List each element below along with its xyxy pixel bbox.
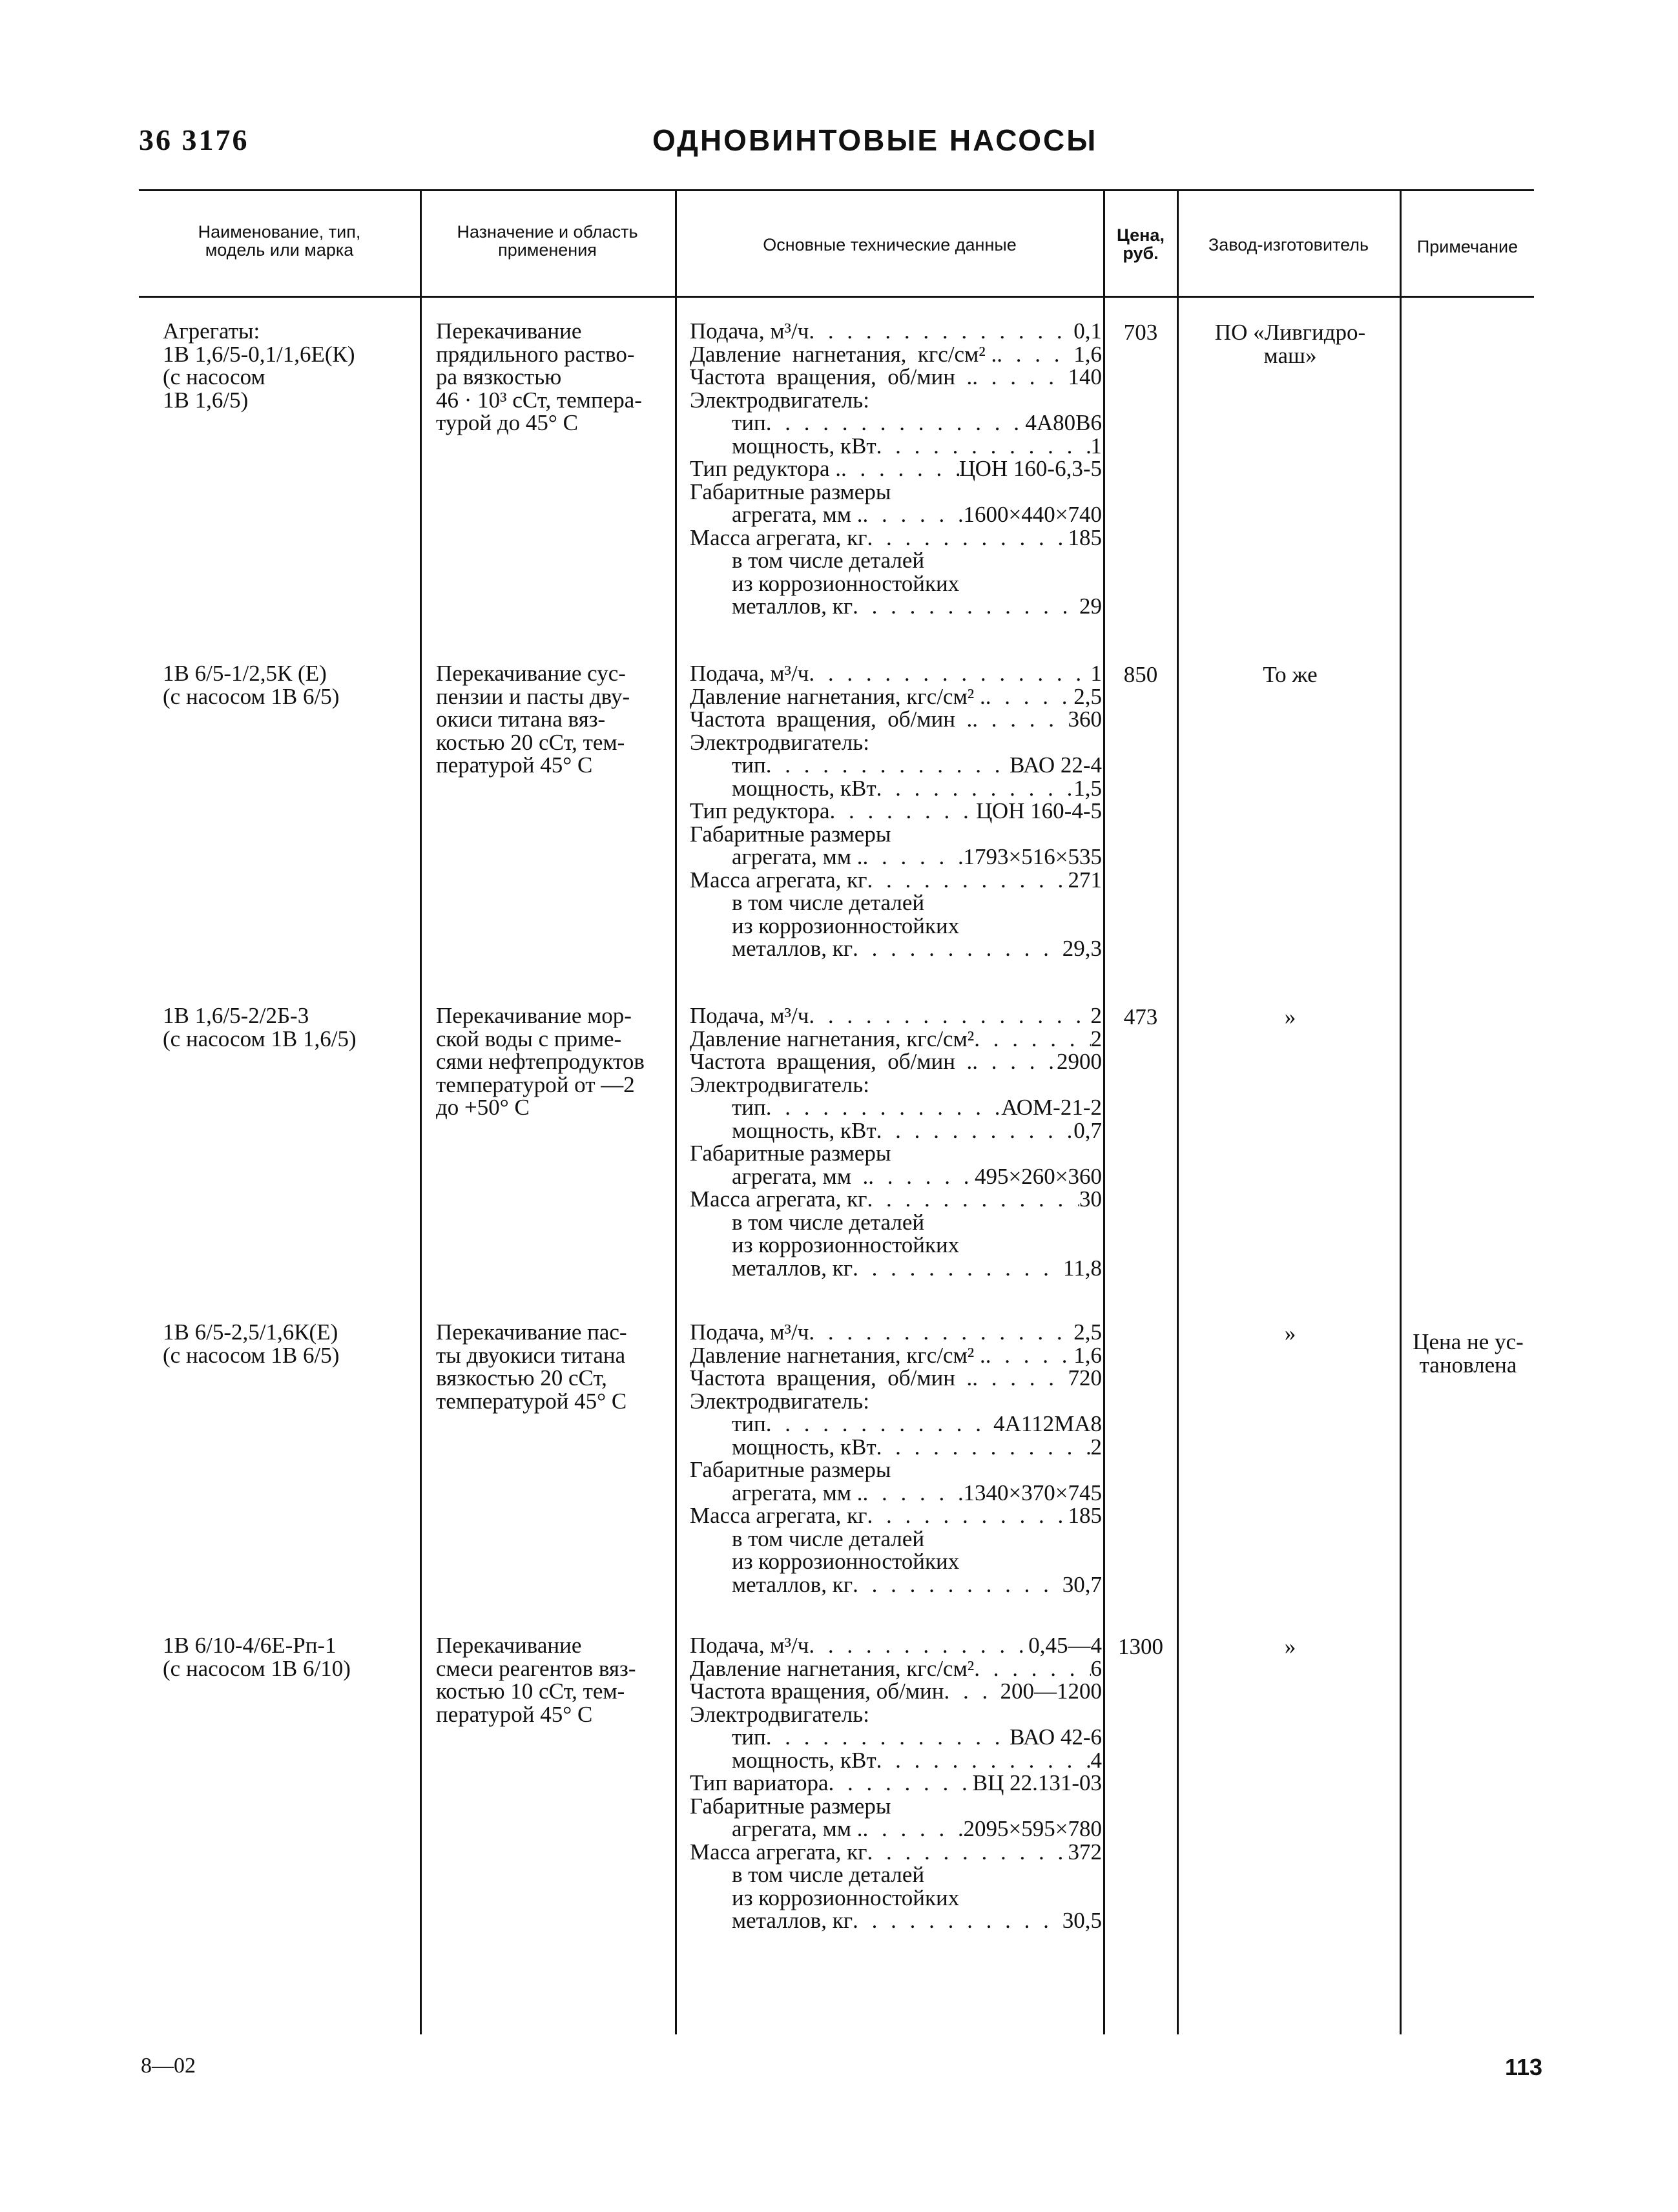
product-name: 1В 1,6/5-2/2Б-3 (с насосом 1В 1,6/5) <box>163 1003 357 1051</box>
spec-line <box>690 1749 1102 1772</box>
dot-leader <box>959 1234 1102 1257</box>
page-number: 113 <box>1505 2054 1543 2080</box>
dot-leader <box>766 754 1010 777</box>
spec-value: 185 <box>1068 1503 1102 1528</box>
spec-value: 200—1200 <box>1000 1679 1102 1704</box>
spec-label: в том числе деталей <box>732 548 925 573</box>
spec-value: 140 <box>1068 364 1102 389</box>
spec-label: Тип редуктора . <box>690 456 842 481</box>
spec-label: из коррозионностойких <box>732 1885 960 1910</box>
spec-line <box>690 731 1102 754</box>
spec-label: Электродвигатель: <box>690 729 869 755</box>
spec-line <box>690 1390 1102 1413</box>
spec-line <box>690 1096 1102 1119</box>
column-divider <box>1103 189 1105 2034</box>
spec-line <box>690 1482 1102 1505</box>
spec-label: Подача, м³/ч <box>690 1633 809 1658</box>
catalog-code: 36 3176 <box>139 123 249 156</box>
spec-value: ВЦ 22.131-03 <box>972 1770 1102 1795</box>
spec-value: ВАО 22-4 <box>1010 752 1102 778</box>
spec-label: Подача, м³/ч <box>690 1003 809 1028</box>
spec-line <box>690 1073 1102 1097</box>
spec-value: 11,8 <box>1063 1255 1102 1281</box>
spec-line <box>690 1504 1102 1527</box>
note-text: Цена не ус- тановлена <box>1413 1329 1524 1378</box>
spec-line <box>690 1795 1102 1818</box>
product-name: 1В 6/5-2,5/1,6К(Е) (с насосом 1В 6/5) <box>163 1319 340 1368</box>
spec-label: Частота вращения, об/мин . <box>690 364 973 389</box>
spec-line <box>690 1234 1102 1257</box>
spec-value: 185 <box>1068 524 1102 550</box>
dot-leader <box>876 1749 1091 1772</box>
spec-label: мощность, кВт <box>732 1117 876 1143</box>
spec-label: металлов, кг <box>732 1908 853 1933</box>
dot-leader <box>959 1550 1102 1573</box>
price-value: 473 <box>1123 1004 1158 1029</box>
column-header-price: Цена, руб. <box>1117 225 1165 263</box>
spec-line <box>690 1634 1102 1657</box>
spec-label: металлов, кг <box>732 1255 853 1281</box>
spec-value: 2900 <box>1057 1049 1102 1074</box>
application-description: Перекачивание мор- ской воды с приме- сями нефтепродуктов температурой от —2 до +50° С <box>436 1003 645 1120</box>
column-divider <box>675 189 677 2034</box>
spec-label: агрегата, мм . <box>732 502 863 527</box>
spec-line <box>690 1028 1102 1051</box>
dot-leader <box>867 869 1068 892</box>
column-header-purpose: Назначение и область применения <box>457 222 638 260</box>
spec-value: ЦОН 160-6,3-5 <box>958 456 1102 481</box>
dot-leader <box>986 1344 1074 1367</box>
spec-line <box>690 411 1102 435</box>
spec-label: Частота вращения, об/мин . <box>690 1365 973 1390</box>
spec-line <box>690 343 1102 366</box>
column-divider <box>420 189 422 2034</box>
dot-leader <box>972 366 1068 389</box>
dot-leader <box>853 1257 1063 1280</box>
spec-line <box>690 937 1102 960</box>
spec-label: в том числе деталей <box>732 1862 925 1887</box>
spec-value: 29,3 <box>1062 936 1102 961</box>
spec-label: металлов, кг <box>732 594 853 619</box>
spec-line <box>690 823 1102 846</box>
spec-label: Электродвигатель: <box>690 1388 869 1414</box>
spec-value: 29 <box>1079 594 1102 619</box>
dot-leader <box>924 1527 1102 1551</box>
spec-value: 271 <box>1068 867 1102 893</box>
spec-label: Частота вращения, об/мин <box>690 1679 944 1704</box>
spec-line <box>690 595 1102 618</box>
dot-leader <box>867 1188 1079 1211</box>
technical-data <box>690 1321 1102 1596</box>
spec-value: 2095×595×780 <box>963 1816 1102 1841</box>
spec-line <box>690 1211 1102 1234</box>
spec-line <box>690 1367 1102 1390</box>
spec-value: 1,5 <box>1073 775 1102 801</box>
dot-leader <box>972 1367 1068 1390</box>
spec-line <box>690 435 1102 458</box>
dot-leader <box>809 1004 1090 1028</box>
dot-leader <box>869 1703 1102 1726</box>
dot-leader <box>809 1634 1028 1657</box>
dot-leader <box>869 1073 1102 1097</box>
manufacturer: » <box>1284 1321 1296 1346</box>
spec-label: в том числе деталей <box>732 890 925 915</box>
spec-line <box>690 1817 1102 1841</box>
dot-leader <box>841 457 959 481</box>
spec-line <box>690 1863 1102 1886</box>
spec-label: Подача, м³/ч <box>690 1319 809 1345</box>
spec-value: ВАО 42-6 <box>1010 1724 1102 1750</box>
spec-line <box>690 754 1102 777</box>
dot-leader <box>876 435 1091 458</box>
column-divider <box>1177 189 1179 2034</box>
spec-label: Габаритные размеры <box>690 821 891 847</box>
application-description: Перекачивание пас- ты двуокиси титана вязкостью 20 сСт, температурой 45° С <box>436 1319 627 1414</box>
spec-line <box>690 1119 1102 1142</box>
dot-leader <box>997 343 1073 366</box>
spec-line <box>690 572 1102 595</box>
spec-line <box>690 1004 1102 1028</box>
dot-leader <box>867 1504 1068 1527</box>
spec-label: Давление нагнетания, кгс/см² . <box>690 341 997 367</box>
spec-label: Масса агрегата, кг <box>690 1186 867 1212</box>
product-name: 1В 6/10-4/6Е-Рп-1 (с насосом 1В 6/10) <box>163 1633 351 1681</box>
dot-leader <box>944 1680 1000 1703</box>
spec-label: Давление нагнетания, кгс/см² <box>690 1026 975 1051</box>
dot-leader <box>766 1096 1001 1119</box>
spec-label: мощность, кВт <box>732 1747 876 1773</box>
spec-line <box>690 891 1102 915</box>
spec-line <box>690 1841 1102 1864</box>
dot-leader <box>862 503 963 526</box>
dot-leader <box>867 526 1068 550</box>
spec-line <box>690 1703 1102 1726</box>
spec-value: 1,6 <box>1073 1342 1102 1368</box>
spec-label: агрегата, мм . <box>732 844 863 869</box>
spec-value: 2 <box>1090 1003 1102 1028</box>
spec-value: 1,6 <box>1073 341 1102 367</box>
spec-label: в том числе деталей <box>732 1525 925 1551</box>
spec-line <box>690 869 1102 892</box>
spec-label: Частота вращения, об/мин . <box>690 707 973 732</box>
spec-value: 1340×370×745 <box>963 1480 1102 1505</box>
spec-line <box>690 1726 1102 1749</box>
spec-line <box>690 662 1102 685</box>
dot-leader <box>829 1772 973 1795</box>
spec-label: Масса агрегата, кг <box>690 867 867 893</box>
spec-label: металлов, кг <box>732 936 853 961</box>
spec-value: 2,5 <box>1073 1319 1102 1345</box>
spec-line <box>690 1165 1102 1188</box>
dot-leader <box>924 891 1102 915</box>
spec-label: агрегата, мм . <box>732 1480 863 1505</box>
spec-line <box>690 1886 1102 1910</box>
application-description: Перекачивание сус- пензии и пасты дву- окиси титана вяз- костью 20 сСт, тем- пературой 45° С <box>436 661 630 778</box>
spec-line <box>690 1458 1102 1482</box>
spec-label: тип <box>732 1724 766 1750</box>
dot-leader <box>986 685 1074 708</box>
spec-label: Подача, м³/ч <box>690 661 809 686</box>
dot-leader <box>868 1165 975 1188</box>
dot-leader <box>974 1028 1090 1051</box>
spec-label: Давление нагнетания, кгс/см² <box>690 1655 975 1681</box>
spec-value: 4А80В6 <box>1025 410 1102 435</box>
dot-leader <box>766 1412 993 1436</box>
spec-label: Масса агрегата, кг <box>690 1839 867 1865</box>
dot-leader <box>876 1119 1074 1142</box>
column-divider <box>1400 189 1402 2034</box>
spec-value: 1793×516×535 <box>963 844 1102 869</box>
spec-value: 2 <box>1090 1026 1102 1051</box>
page-title: ОДНОВИНТОВЫЕ НАСОСЫ <box>652 123 1098 157</box>
spec-line <box>690 1436 1102 1459</box>
spec-label: тип <box>732 1095 766 1120</box>
dot-leader <box>853 1909 1062 1932</box>
spec-label: агрегата, мм . <box>732 1816 863 1841</box>
spec-line <box>690 1657 1102 1680</box>
spec-value: ЦОН 160-4-5 <box>976 798 1102 823</box>
dot-leader <box>853 595 1079 618</box>
spec-line <box>690 777 1102 800</box>
technical-data <box>690 1634 1102 1932</box>
spec-label: Масса агрегата, кг <box>690 524 867 550</box>
spec-label: мощность, кВт <box>732 775 876 801</box>
dot-leader <box>869 389 1102 412</box>
spec-label: Масса агрегата, кг <box>690 1503 867 1528</box>
spec-label: из коррозионностойких <box>732 1549 960 1574</box>
dot-leader <box>876 1436 1091 1459</box>
column-header-specs: Основные технические данные <box>763 235 1017 254</box>
spec-label: мощность, кВт <box>732 1434 876 1460</box>
spec-line <box>690 526 1102 550</box>
spec-line <box>690 685 1102 708</box>
spec-line <box>690 1344 1102 1367</box>
spec-value: 1 <box>1090 433 1102 459</box>
dot-leader <box>853 937 1062 960</box>
spec-label: Габаритные размеры <box>690 1457 891 1482</box>
spec-line <box>690 549 1102 572</box>
dot-leader <box>876 777 1074 800</box>
dot-leader <box>972 1050 1057 1073</box>
spec-line <box>690 366 1102 389</box>
spec-label: тип <box>732 752 766 778</box>
spec-line <box>690 457 1102 481</box>
dot-leader <box>853 1573 1062 1597</box>
dot-leader <box>766 1726 1010 1749</box>
product-name: Агрегаты: 1В 1,6/5-0,1/1,6Е(К) (с насосом 1В 1,6/5) <box>163 318 355 413</box>
dot-leader <box>862 1482 963 1505</box>
spec-label: из коррозионностойких <box>732 913 960 938</box>
dot-leader <box>974 1657 1090 1680</box>
spec-line <box>690 1188 1102 1211</box>
price-value: 850 <box>1123 662 1158 687</box>
spec-line <box>690 1772 1102 1795</box>
spec-line <box>690 1573 1102 1597</box>
spec-label: Подача, м³/ч <box>690 318 809 344</box>
dot-leader <box>924 1211 1102 1234</box>
spec-line <box>690 1550 1102 1573</box>
dot-leader <box>809 1321 1073 1344</box>
spec-line <box>690 503 1102 526</box>
spec-label: Электродвигатель: <box>690 1701 869 1727</box>
dot-leader <box>869 731 1102 754</box>
manufacturer: То же <box>1263 662 1318 687</box>
dot-leader <box>972 708 1068 731</box>
spec-label: Электродвигатель: <box>690 387 869 413</box>
dot-leader <box>862 845 963 869</box>
spec-value: 2,5 <box>1073 683 1102 709</box>
manufacturer: ПО «Ливгидро- маш» <box>1214 320 1366 368</box>
dot-leader <box>862 1817 963 1841</box>
spec-line <box>690 1909 1102 1932</box>
spec-value: 372 <box>1068 1839 1102 1865</box>
spec-label: металлов, кг <box>732 1571 853 1597</box>
spec-value: 4 <box>1090 1747 1102 1773</box>
technical-data <box>690 1004 1102 1279</box>
dot-leader <box>869 1390 1102 1413</box>
spec-value: 360 <box>1068 707 1102 732</box>
spec-value: 720 <box>1068 1365 1102 1390</box>
spec-value: 495×260×360 <box>975 1163 1102 1189</box>
spec-label: Габаритные размеры <box>690 1793 891 1819</box>
dot-leader <box>891 1458 1102 1482</box>
spec-line <box>690 1321 1102 1344</box>
price-value: 1300 <box>1118 1634 1163 1659</box>
spec-label: Давление нагнетания, кгс/см² . <box>690 683 986 709</box>
spec-line <box>690 1527 1102 1551</box>
technical-data <box>690 320 1102 618</box>
spec-line <box>690 1680 1102 1703</box>
spec-value: 2 <box>1090 1434 1102 1460</box>
spec-line <box>690 481 1102 504</box>
footer-code: 8—02 <box>141 2054 196 2078</box>
spec-value: 0,1 <box>1073 318 1102 344</box>
dot-leader <box>830 800 977 823</box>
spec-label: Габаритные размеры <box>690 1141 891 1166</box>
spec-line <box>690 389 1102 412</box>
spec-line <box>690 915 1102 938</box>
spec-line <box>690 320 1102 343</box>
spec-line <box>690 800 1102 823</box>
spec-label: Электродвигатель: <box>690 1071 869 1097</box>
spec-label: Тип вариатора <box>690 1770 829 1795</box>
spec-value: 6 <box>1090 1655 1102 1681</box>
spec-line <box>690 845 1102 869</box>
column-header-note: Примечание <box>1416 237 1518 256</box>
spec-label: Габаритные размеры <box>690 479 891 504</box>
spec-label: Тип редуктора <box>690 798 830 823</box>
dot-leader <box>766 411 1026 435</box>
dot-leader <box>891 1142 1102 1165</box>
dot-leader <box>809 662 1090 685</box>
price-value: 703 <box>1123 320 1158 345</box>
spec-label: Частота вращения, об/мин . <box>690 1049 973 1074</box>
spec-label: Давление нагнетания, кгс/см² . <box>690 1342 986 1368</box>
spec-label: агрегата, мм . <box>732 1163 869 1189</box>
table-header-rule <box>139 296 1534 298</box>
manufacturer: » <box>1284 1634 1296 1659</box>
spec-label: тип <box>732 410 766 435</box>
spec-line <box>690 1142 1102 1165</box>
table-top-rule <box>139 189 1534 191</box>
spec-label: из коррозионностойких <box>732 1232 960 1257</box>
dot-leader <box>809 320 1073 343</box>
spec-value: 4А112МА8 <box>993 1411 1102 1436</box>
dot-leader <box>891 823 1102 846</box>
dot-leader <box>891 481 1102 504</box>
spec-label: в том числе деталей <box>732 1209 925 1235</box>
spec-value: 30,7 <box>1062 1571 1102 1597</box>
spec-line <box>690 1412 1102 1436</box>
technical-data <box>690 662 1102 960</box>
dot-leader <box>959 1886 1102 1910</box>
dot-leader <box>959 572 1102 595</box>
column-header-maker: Завод-изготовитель <box>1208 235 1369 254</box>
spec-value: 1 <box>1090 661 1102 686</box>
spec-value: 30,5 <box>1062 1908 1102 1933</box>
dot-leader <box>959 915 1102 938</box>
spec-value: АОМ-21-2 <box>1001 1095 1102 1120</box>
dot-leader <box>867 1841 1068 1864</box>
manufacturer: » <box>1284 1004 1296 1029</box>
spec-value: 30 <box>1079 1186 1102 1212</box>
spec-line <box>690 708 1102 731</box>
spec-label: из коррозионностойких <box>732 570 960 596</box>
product-name: 1В 6/5-1/2,5К (Е) (с насосом 1В 6/5) <box>163 661 340 709</box>
dot-leader <box>924 1863 1102 1886</box>
column-header-name: Наименование, тип, модель или марка <box>198 222 361 260</box>
spec-value: 1600×440×740 <box>963 502 1102 527</box>
spec-value: 0,45—4 <box>1028 1633 1102 1658</box>
dot-leader <box>924 549 1102 572</box>
spec-value: 0,7 <box>1073 1117 1102 1143</box>
dot-leader <box>891 1795 1102 1818</box>
application-description: Перекачивание прядильного раство- ра вязкостью 46 · 10³ сСт, темпера- турой до 45° С <box>436 318 642 435</box>
spec-line <box>690 1050 1102 1073</box>
application-description: Перекачивание смеси реагентов вяз- костью 10 сСт, тем- пературой 45° С <box>436 1633 636 1727</box>
spec-label: тип <box>732 1411 766 1436</box>
spec-label: мощность, кВт <box>732 433 876 459</box>
spec-line <box>690 1257 1102 1280</box>
